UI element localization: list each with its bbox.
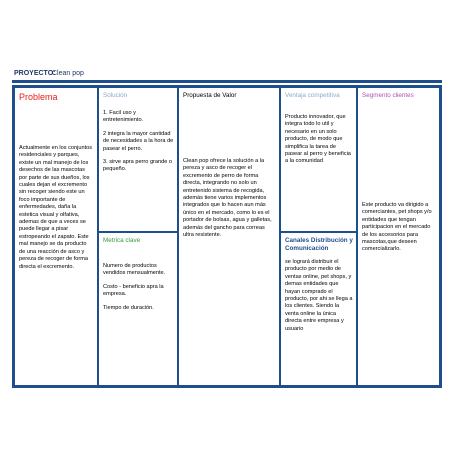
canales-title: Canales Distribución y Comunicación [285,237,353,252]
solucion-box [99,88,177,231]
solucion-item: 3. sirve apra perro grande o pequeño. [103,159,173,173]
problema-box [15,88,97,385]
solucion-title: Solución [103,92,128,99]
ventaja-text: Producto innovador, que integra todo lo util y necesario en un solo producto, de modo que simplifica la tarea de pasear al perro y beneficia a la comunidad [285,114,351,165]
segmento-box [358,88,439,385]
project-name: Clean pop [52,70,84,77]
segmento-title: Segmento clientes [362,92,414,99]
ventaja-box [281,88,356,231]
propuesta-box [179,88,279,385]
canales-text: se logrará distribuir el producto por medio de ventas online, pet shops, y demas entidades que hayan comprado el producto, por ahi se llega a los clientes. Siendo la venta online la única directa entre empresa y usuario [285,259,353,332]
business-canvas [12,85,442,388]
solucion-item: 2 integra la mayor cantidad de necesidades a la hora de pasear el perro. [103,130,174,152]
metrica-item: Costo - beneficio apra la empresa. [103,283,164,298]
header-divider [12,80,442,83]
solucion-text [103,110,174,174]
solucion-item: 1. Facil uso y entretenimiento. [103,110,144,124]
ventaja-title: Ventaja competitiva [285,92,340,99]
metrica-box [99,233,177,385]
metrica-item: Tiempo de duración. [103,304,154,311]
propuesta-text: Clean pop ofrece la solución a la pereza y asco de recoger el excremento de perro de forma directa, integrando no solo un entretenido sistema de recogida, además tiene varios implementos integrados que lo hacen aun más único en el mercado, como lo es el portador de bolsas, agua y galletas, además del gancho para correas ultra resistente. [183,158,272,239]
project-label: PROYECTO: [14,70,56,77]
metrica-item: Numero de productos vendidos mensualmente. [103,263,166,277]
metrica-title: Metrica clave [103,237,141,244]
canales-box [281,233,356,385]
segmento-text: Este producto va dirigido a comerciantes, pet shops y/o entidades que tengan participacion en el mercado de los accesorios para mascotas,que deseen comercializarlo. [362,202,432,253]
propuesta-title: Propuesta de Valor [183,92,237,99]
metrica-text [103,263,174,312]
problema-text: Actualmente en los conjuntos residenciales y parques, existe un mal manejo de los desechos de las mascotas por parte de sus dueños, los cuales dejan el excremento sin recoger siendo este un foco importante de enfermedades, daña la estetica visual y olfativa, ademas de que a veces se puede llegar a pisar estropeando el zapato. Este mal manejo se da producto de una reacción de asco y pereza de recoger de forma directa el excremento. [19,145,93,270]
problema-title: Problema [19,92,58,102]
